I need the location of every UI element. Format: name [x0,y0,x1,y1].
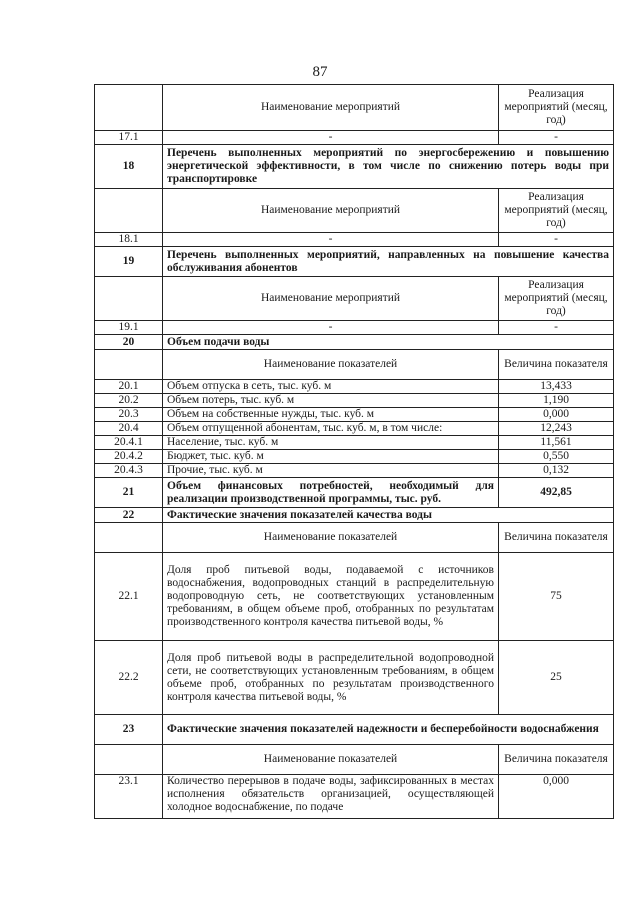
header-indicators-value: Величина показателя [499,350,614,380]
table-header-row [95,277,614,321]
row-name: - [163,233,499,247]
header-blank-cell [95,277,163,321]
row-name: - [163,321,499,335]
page-number: 87 [312,64,328,80]
header-indicators-name: Наименование показателей [163,350,499,380]
row-value: - [499,131,614,145]
header-measures-impl: Реализация мероприятий (месяц, год) [499,277,614,321]
table-row [95,380,614,394]
row-value: 0,132 [499,464,614,478]
section-row [95,715,614,745]
table-row [95,436,614,450]
section-number: 22 [95,508,163,523]
section-title: Фактические значения показателей качества воды [163,508,614,523]
row-number: 20.2 [95,394,163,408]
table-row [95,775,614,819]
table-header-row [95,85,614,131]
header-indicators-value: Величина показателя [499,523,614,553]
row-name: Доля проб питьевой воды в распределительной водопроводной сети, не соответствующих установленным требованиям, в общем объеме проб, отобранных по результатам производственного контроля качества питьевой воды, % [163,641,499,715]
table-row [95,641,614,715]
section-number: 20 [95,335,163,350]
table-row [95,408,614,422]
table-row [95,233,614,247]
row-value: 0,550 [499,450,614,464]
row-number: 20.4 [95,422,163,436]
row-name: Прочие, тыс. куб. м [163,464,499,478]
header-measures-name: Наименование мероприятий [163,189,499,233]
section-row [95,145,614,189]
table-row [95,422,614,436]
row-value: 75 [499,553,614,641]
row-name: Объем потерь, тыс. куб. м [163,394,499,408]
row-number: 20.4.2 [95,450,163,464]
report-table [94,84,614,819]
row-number: 22.2 [95,641,163,715]
row-number: 18.1 [95,233,163,247]
section-title: Перечень выполненных мероприятий, направленных на повышение качества обслуживания абонентов [163,247,614,277]
table-row [95,394,614,408]
section-title: Фактические значения показателей надежности и бесперебойности водоснабжения [163,715,614,745]
section-number: 18 [95,145,163,189]
section-number: 21 [95,478,163,508]
row-value: - [499,233,614,247]
row-name: Доля проб питьевой воды, подаваемой с источников водоснабжения, водопроводных станций в распределительную водопроводную сеть, не соответствующих установленным требованиям, в общем объеме проб, отобранных по результатам производственного контроля качества питьевой воды, % [163,553,499,641]
table-header-row [95,189,614,233]
row-value: 0,000 [499,408,614,422]
row-value: 11,561 [499,436,614,450]
row-name: Население, тыс. куб. м [163,436,499,450]
row-value: 0,000 [499,775,614,819]
row-number: 20.4.3 [95,464,163,478]
section-row [95,478,614,508]
row-number: 23.1 [95,775,163,819]
row-value: 25 [499,641,614,715]
row-name: Объем на собственные нужды, тыс. куб. м [163,408,499,422]
table-header-row [95,350,614,380]
table-header-row [95,745,614,775]
table-row [95,131,614,145]
row-value: 12,243 [499,422,614,436]
section-row [95,335,614,350]
row-name: Бюджет, тыс. куб. м [163,450,499,464]
header-blank-cell [95,85,163,131]
row-value: 13,433 [499,380,614,394]
row-number: 20.4.1 [95,436,163,450]
row-name: Количество перерывов в подаче воды, зафиксированных в местах исполнения обязательств организацией, осуществляющей холодное водоснабжение, по подаче [163,775,499,819]
header-measures-impl: Реализация мероприятий (месяц, год) [499,189,614,233]
row-number: 20.3 [95,408,163,422]
section-row [95,508,614,523]
section-title: Перечень выполненных мероприятий по энергосбережению и повышению энергетической эффективности, в том числе по снижению потерь воды при транспортировке [163,145,614,189]
header-blank-cell [95,745,163,775]
row-value: 1,190 [499,394,614,408]
row-number: 22.1 [95,553,163,641]
section-value: 492,85 [499,478,614,508]
row-name: Объем отпущенной абонентам, тыс. куб. м, в том числе: [163,422,499,436]
header-blank-cell [95,350,163,380]
header-indicators-name: Наименование показателей [163,745,499,775]
row-name: Объем отпуска в сеть, тыс. куб. м [163,380,499,394]
row-number: 20.1 [95,380,163,394]
section-title: Объем финансовых потребностей, необходимый для реализации производственной программы, тыс. руб. [163,478,499,508]
row-value: - [499,321,614,335]
section-number: 23 [95,715,163,745]
section-row [95,247,614,277]
table-row [95,321,614,335]
table-header-row [95,523,614,553]
header-measures-name: Наименование мероприятий [163,85,499,131]
header-indicators-name: Наименование показателей [163,523,499,553]
row-number: 17.1 [95,131,163,145]
header-blank-cell [95,189,163,233]
header-measures-name: Наименование мероприятий [163,277,499,321]
section-number: 19 [95,247,163,277]
table-row [95,464,614,478]
table-row [95,450,614,464]
section-title: Объем подачи воды [163,335,614,350]
row-number: 19.1 [95,321,163,335]
header-indicators-value: Величина показателя [499,745,614,775]
row-name: - [163,131,499,145]
header-blank-cell [95,523,163,553]
table-row [95,553,614,641]
header-measures-impl: Реализация мероприятий (месяц, год) [499,85,614,131]
